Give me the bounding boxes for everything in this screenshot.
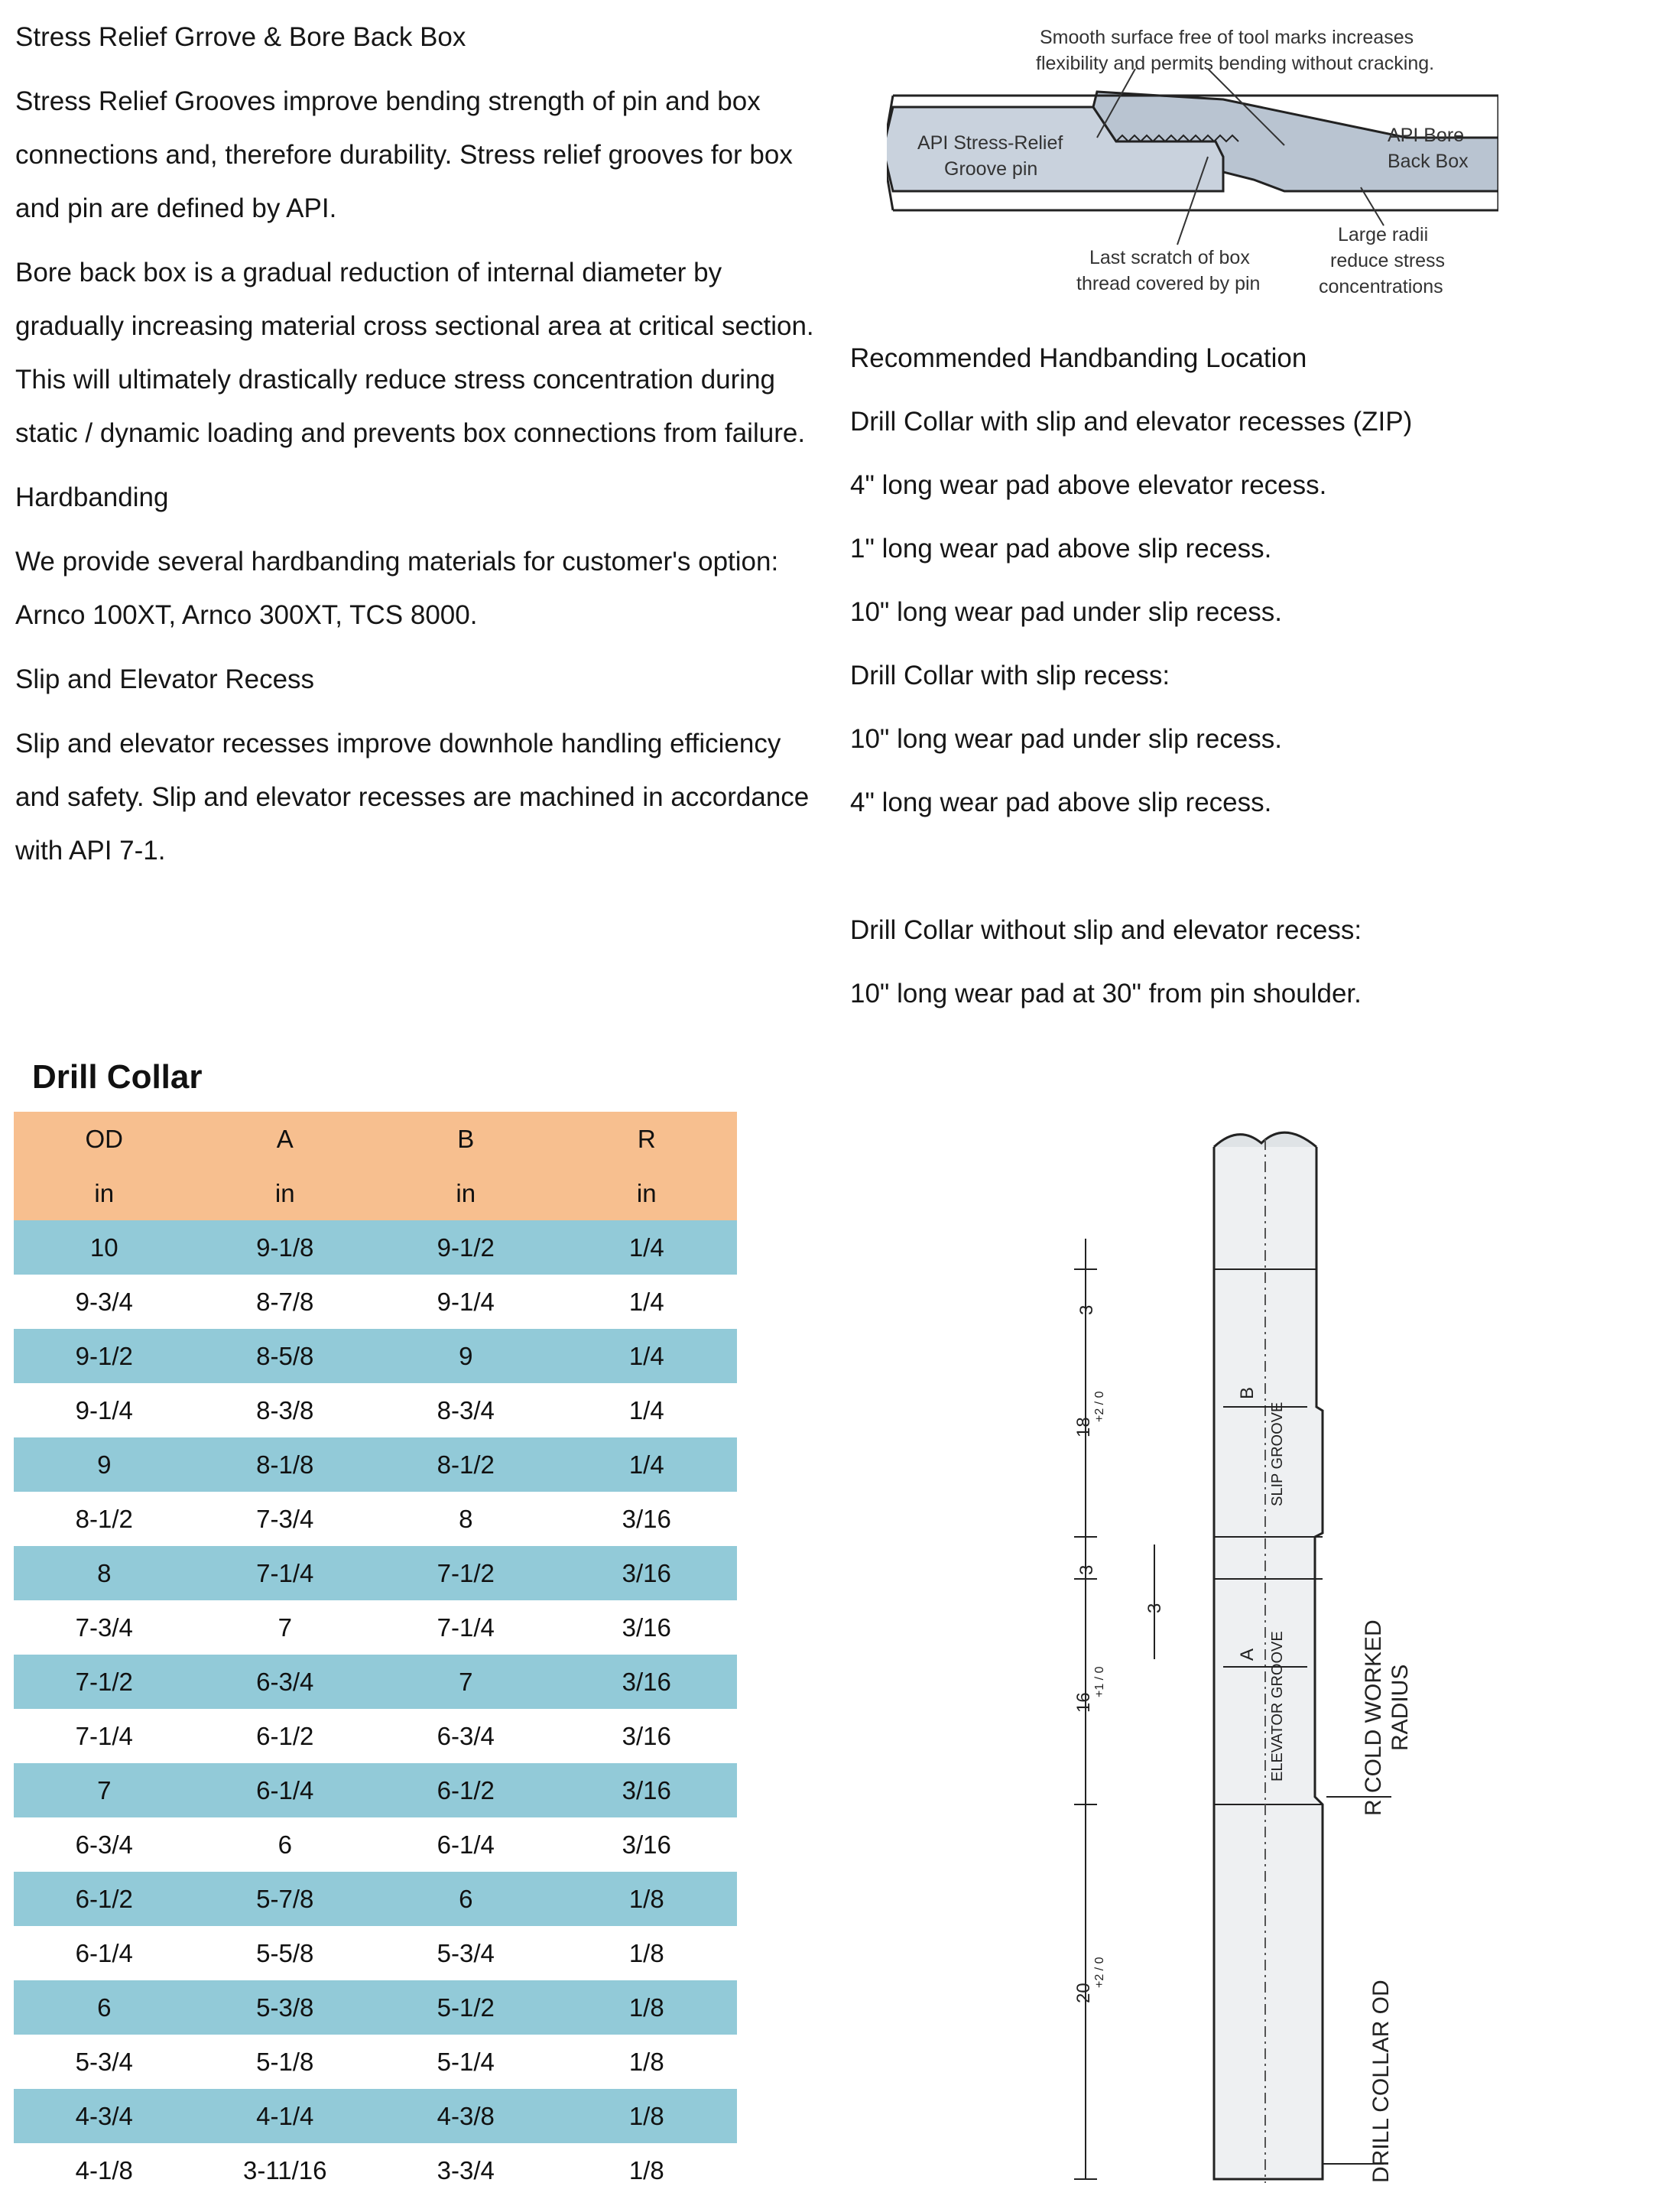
unit-b: in [456, 1178, 476, 1207]
zip-heading: Drill Collar with slip and elevator recesses (ZIP) [850, 407, 1413, 437]
cell-a: 5-3/8 [256, 1993, 314, 2022]
smooth-surface-note: Smooth surface free of tool marks increases [1040, 27, 1414, 48]
table-row [14, 1655, 737, 1709]
cell-r: 1/4 [628, 1341, 664, 1370]
handbanding-section [850, 340, 1615, 1039]
cell-a: 5-5/8 [256, 1938, 314, 1967]
cell-od: 9-1/4 [75, 1395, 133, 1424]
cell-a: 6-1/4 [256, 1775, 314, 1804]
cell-b: 8 [459, 1504, 473, 1533]
slip-heading: Drill Collar with slip recess: [850, 661, 1170, 690]
slip-recess-heading: Slip and Elevator Recess [15, 664, 315, 694]
cell-a: 7-1/4 [256, 1558, 314, 1587]
unit-od: in [94, 1178, 115, 1207]
table-row [14, 1220, 737, 1275]
cell-od: 6 [97, 1993, 112, 2022]
slip-item-2: 4" long wear pad above slip recess. [850, 788, 1272, 817]
cell-od: 10 [89, 1233, 118, 1262]
cell-r: 1/4 [628, 1395, 664, 1424]
zip-item-3: 10" long wear pad under slip recess. [850, 597, 1282, 627]
cell-od: 9-1/2 [75, 1341, 133, 1370]
cell-b: 6-1/4 [437, 1830, 495, 1859]
cell-od: 8 [97, 1558, 112, 1587]
smooth-surface-note-2: flexibility and permits bending without cracking. [1036, 53, 1435, 74]
cell-b: 7-1/4 [437, 1613, 495, 1642]
stress-relief-diagram [887, 15, 1498, 313]
cell-a: 7 [278, 1613, 292, 1642]
cell-b: 6-1/2 [437, 1775, 495, 1804]
cell-b: 5-1/2 [437, 1993, 495, 2022]
label-b: B [1237, 1386, 1258, 1399]
drill-collar-diagram [1040, 1116, 1468, 2202]
last-scratch-note-2: thread covered by pin [1076, 273, 1261, 294]
cell-b: 9-1/4 [437, 1287, 495, 1316]
cell-a: 4-1/4 [256, 2101, 314, 2130]
cell-r: 1/4 [628, 1450, 664, 1479]
cell-r: 1/4 [628, 1233, 664, 1262]
collar-od-label: DRILL COLLAR OD [1368, 1980, 1394, 2183]
large-radii-note-2: reduce stress [1330, 250, 1446, 271]
cell-b: 6 [459, 1884, 473, 1913]
no-recess-item-1: 10" long wear pad at 30" from pin shoulder. [850, 979, 1362, 1009]
bore-back-paragraph: Bore back box is a gradual reduction of internal diameter by gradually increasing material cross sectional area at critical section. This will ultimately drastically reduce stress concentration during static / dynamic loading and prevents box connections from failure. [15, 258, 814, 448]
cell-b: 5-3/4 [437, 1938, 495, 1967]
label-a: A [1237, 1648, 1258, 1661]
table-row [14, 1872, 737, 1926]
cell-r: 3/16 [622, 1667, 671, 1696]
table-row [14, 2089, 737, 2143]
cell-b: 7-1/2 [437, 1558, 495, 1587]
cell-a: 6-1/2 [256, 1721, 314, 1750]
cell-r: 3/16 [622, 1830, 671, 1859]
table-row [14, 1329, 737, 1383]
cell-a: 7-3/4 [256, 1504, 314, 1533]
table-row [14, 2035, 737, 2089]
table-row [14, 1546, 737, 1600]
table-row [14, 1492, 737, 1546]
cell-a: 8-7/8 [256, 1287, 314, 1316]
cell-od: 6-1/2 [75, 1884, 133, 1913]
elevator-groove-label: ELEVATOR GROOVE [1269, 1631, 1286, 1782]
cell-r: 3/16 [622, 1558, 671, 1587]
cell-b: 8-1/2 [437, 1450, 495, 1479]
table-row [14, 1383, 737, 1437]
stress-relief-heading: Stress Relief Grrove & Bore Back Box [15, 22, 466, 52]
cell-r: 1/8 [628, 2047, 664, 2076]
cell-a: 3-11/16 [243, 2155, 327, 2184]
cell-r: 1/8 [628, 1884, 664, 1913]
left-text-column [15, 11, 826, 888]
cell-r: 3/16 [622, 1721, 671, 1750]
stress-relief-pin-label: API Stress-Relief [917, 132, 1063, 154]
cell-a: 8-5/8 [256, 1341, 314, 1370]
cell-r: 1/8 [628, 2155, 664, 2184]
cell-b: 6-3/4 [437, 1721, 495, 1750]
no-recess-heading: Drill Collar without slip and elevator recess: [850, 915, 1362, 945]
dim-20: 20 [1073, 1983, 1094, 2003]
dim-18: 18 [1073, 1417, 1094, 1437]
cell-a: 5-1/8 [256, 2047, 314, 2076]
table-row [14, 1275, 737, 1329]
cell-r: 1/8 [628, 1938, 664, 1967]
header-a: A [276, 1124, 294, 1153]
dim-3-top: 3 [1076, 1304, 1097, 1315]
dim-16: 16 [1073, 1692, 1094, 1713]
table-row [14, 1600, 737, 1655]
cell-od: 7-1/4 [75, 1721, 133, 1750]
cell-r: 3/16 [622, 1504, 671, 1533]
zip-item-1: 4" long wear pad above elevator recess. [850, 470, 1327, 500]
cell-a: 6-3/4 [256, 1667, 314, 1696]
cell-b: 8-3/4 [437, 1395, 495, 1424]
table-row [14, 1763, 737, 1817]
table-row [14, 1437, 737, 1492]
cell-a: 8-3/8 [256, 1395, 314, 1424]
cell-r: 1/8 [628, 2101, 664, 2130]
table-header-row [14, 1112, 737, 1166]
section-gap [850, 848, 1615, 912]
hardbanding-paragraph: We provide several hardbanding materials for customer's option: Arnco 100XT, Arnco 300XT, TCS 8000. [15, 547, 779, 630]
dim-16-tolerance: +1 / 0 [1093, 1666, 1106, 1697]
dim-18-tolerance: +2 / 0 [1093, 1391, 1106, 1422]
table-row [14, 1980, 737, 2035]
cell-od: 4-3/4 [75, 2101, 133, 2130]
table-row [14, 1926, 737, 1980]
cell-a: 6 [278, 1830, 292, 1859]
handbanding-heading: Recommended Handbanding Location [850, 343, 1307, 373]
cell-od: 7-3/4 [75, 1613, 133, 1642]
cell-r: 1/4 [628, 1287, 664, 1316]
cell-a: 8-1/8 [256, 1450, 314, 1479]
dim-20-tolerance: +2 / 0 [1093, 1957, 1106, 1988]
cell-b: 7 [459, 1667, 473, 1696]
cell-b: 4-3/8 [437, 2101, 495, 2130]
table-row [14, 1709, 737, 1763]
cell-od: 7 [97, 1775, 112, 1804]
table-row [14, 2143, 737, 2197]
cell-r: 3/16 [622, 1613, 671, 1642]
slip-recess-paragraph: Slip and elevator recesses improve downhole handling efficiency and safety. Slip and elevator recesses are machined in accordance with API 7-1. [15, 729, 810, 866]
cell-b: 3-3/4 [437, 2155, 495, 2184]
header-b: B [457, 1124, 475, 1153]
last-scratch-note: Last scratch of box [1089, 247, 1250, 268]
unit-a: in [274, 1178, 295, 1207]
dim-3-side: 3 [1144, 1603, 1165, 1613]
cell-a: 5-7/8 [256, 1884, 314, 1913]
slip-item-1: 10" long wear pad under slip recess. [850, 724, 1282, 754]
table-body [14, 1220, 737, 2197]
cell-od: 9-3/4 [75, 1287, 133, 1316]
cell-b: 9 [459, 1341, 473, 1370]
stress-relief-paragraph: Stress Relief Grooves improve bending strength of pin and box connections and, therefore durability. Stress relief grooves for box and pin are defined by API. [15, 86, 793, 223]
zip-item-2: 1" long wear pad above slip recess. [850, 534, 1272, 564]
cell-od: 5-3/4 [75, 2047, 133, 2076]
cell-a: 9-1/8 [256, 1233, 314, 1262]
bore-back-box-label-2: Back Box [1388, 151, 1469, 172]
r-radius-label: R COLD WORKED [1361, 1619, 1386, 1816]
bore-back-box-label: API Bore [1388, 125, 1465, 146]
large-radii-note-3: concentrations [1319, 276, 1443, 297]
cell-od: 7-1/2 [75, 1667, 133, 1696]
hardbanding-heading: Hardbanding [15, 482, 169, 512]
unit-r: in [636, 1178, 657, 1207]
cell-od: 6-1/4 [75, 1938, 133, 1967]
table-units-row [14, 1166, 737, 1220]
drill-collar-table [14, 1112, 737, 2197]
r-radius-label-2: RADIUS [1388, 1664, 1413, 1751]
cell-od: 6-3/4 [75, 1830, 133, 1859]
cell-r: 3/16 [622, 1775, 671, 1804]
table-row [14, 1817, 737, 1872]
header-od: OD [85, 1124, 123, 1153]
cell-b: 9-1/2 [437, 1233, 495, 1262]
cell-b: 5-1/4 [437, 2047, 495, 2076]
large-radii-note: Large radii [1338, 224, 1429, 245]
cell-r: 1/8 [628, 1993, 664, 2022]
header-r: R [637, 1124, 656, 1153]
cell-od: 9 [97, 1450, 112, 1479]
dim-3-mid: 3 [1076, 1564, 1097, 1575]
cell-od: 4-1/8 [75, 2155, 133, 2184]
slip-groove-label: SLIP GROOVE [1269, 1402, 1286, 1506]
stress-relief-pin-label-2: Groove pin [944, 158, 1038, 180]
cell-od: 8-1/2 [75, 1504, 133, 1533]
table-title: Drill Collar [32, 1058, 203, 1096]
